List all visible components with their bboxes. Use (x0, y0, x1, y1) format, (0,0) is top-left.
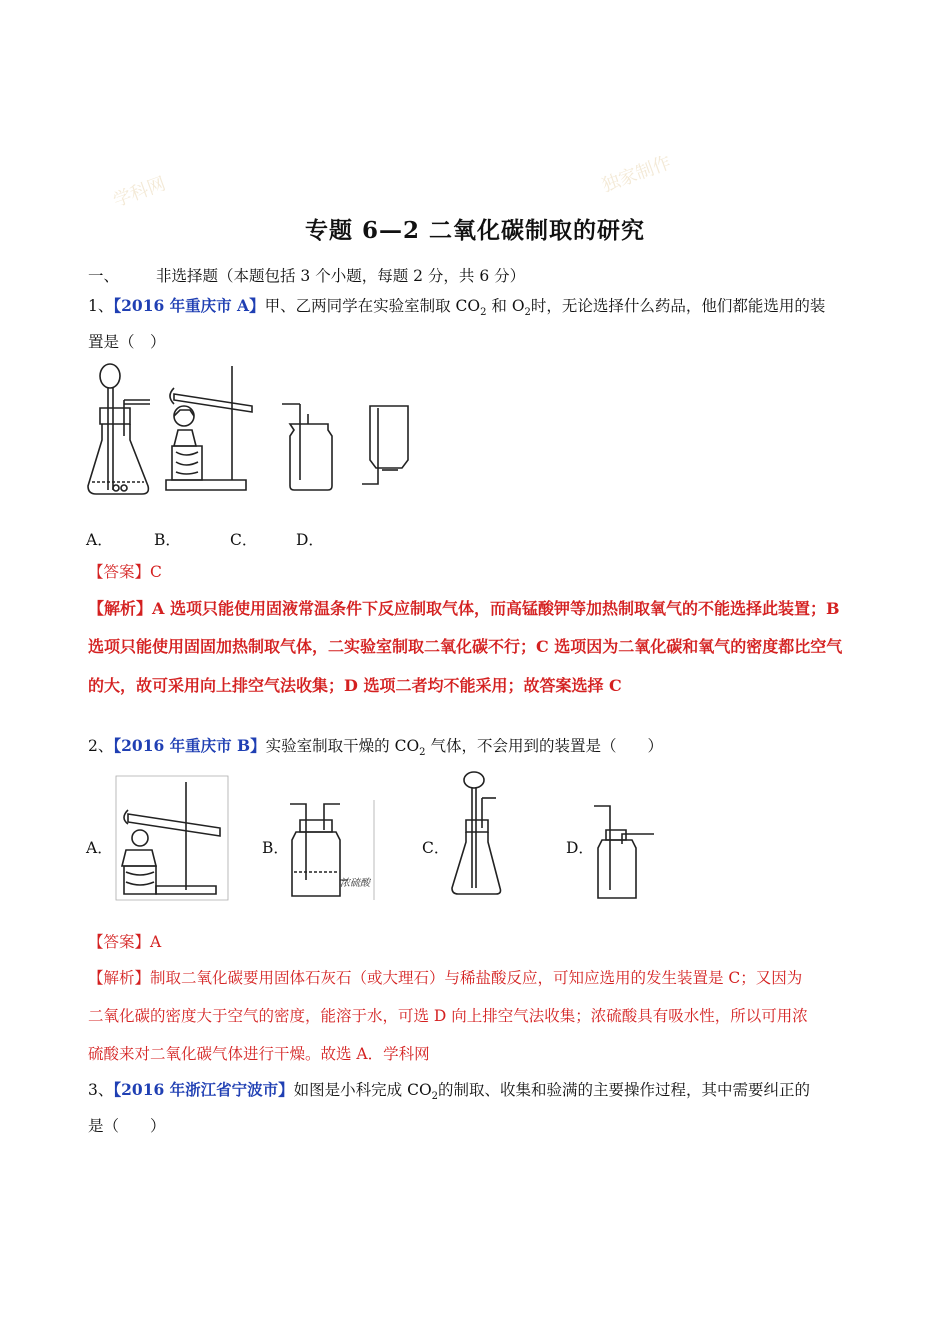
page-title: 专题 6—2 二氧化碳制取的研究 (304, 217, 646, 244)
q1-sub1: 2 (480, 307, 487, 319)
q3-text-b: 的制取、收集和验满的主要操作过程，其中需要纠正的 (438, 1081, 811, 1099)
q2-analysis-line3: 硫酸来对二氧化碳气体进行干燥。故选 A．学科网 (88, 1045, 430, 1063)
q2-flask-label: 浓硫酸 (340, 878, 370, 889)
section-number: 一、 (88, 267, 120, 285)
q1-number: 1、 (88, 297, 114, 315)
q1-line2: 置是（ ） (88, 333, 166, 351)
q2-source: 【2016 年重庆市 B】 (113, 736, 266, 755)
q1-option-d: D． (296, 531, 324, 549)
q3-sub1: 2 (431, 1091, 439, 1103)
q1-text-c: 时，无论选择什么药品，他们都能选用的装 (530, 297, 826, 315)
q1-sub2: 2 (524, 307, 531, 319)
q2-option-c: C． (422, 839, 450, 857)
q2-text-a: 实验室制取干燥的 CO (265, 737, 420, 755)
q2-option-b: B． (262, 839, 289, 857)
q1-apparatus-c (280, 400, 338, 492)
q1-option-b: B． (154, 531, 181, 549)
watermark-right: 独家制作 (599, 152, 674, 197)
q3-number: 3、 (88, 1081, 114, 1099)
q2-option-a: A． (86, 839, 113, 857)
q2-analysis-line2: 二氧化碳的密度大于空气的密度，能溶于水，可选 D 向上排空气法收集；浓硫酸具有吸水性，所以可用浓 (88, 1007, 808, 1025)
question-1 (88, 296, 825, 323)
question-3 (88, 1080, 810, 1107)
q2-apparatus-c (448, 770, 506, 900)
q2-answer: 【答案】A (88, 933, 162, 951)
q2-option-d: D． (566, 839, 594, 857)
q1-analysis-line1: 【解析】A 选项只能使用固液常温条件下反应制取气体，而高锰酸钾等加热制取氧气的不能选择此装置；B (88, 599, 840, 618)
q3-text-a: 如图是小科完成 CO (293, 1081, 432, 1099)
q2-sub1: 2 (419, 747, 426, 759)
q2-number: 2、 (88, 737, 114, 755)
q1-option-a: A． (86, 531, 113, 549)
q1-apparatus-a (86, 362, 158, 500)
q1-apparatus-b (160, 366, 262, 494)
q1-answer: 【答案】C (88, 563, 162, 581)
q3-source: 【2016 年浙江省宁波市】 (113, 1080, 294, 1099)
question-2 (88, 736, 663, 763)
q2-analysis-line1: 【解析】制取二氧化碳要用固体石灰石（或大理石）与稀盐酸反应，可知应选用的发生装置是 C；又因为 (88, 969, 803, 987)
q1-source: 【2016 年重庆市 A】 (113, 296, 265, 315)
q3-line2: 是（ ） (88, 1117, 166, 1135)
q1-analysis-line3: 的大，故可采用向上排空气法收集；D 选项二者均不能采用；故答案选择 C (88, 676, 622, 695)
q2-apparatus-d (592, 804, 656, 900)
section-heading: 非选择题（本题包括 3 个小题，每题 2 分，共 6 分） (156, 267, 526, 285)
q2-apparatus-a (116, 776, 228, 900)
q1-apparatus-d (358, 400, 416, 492)
q1-analysis-line2: 选项只能使用固固加热制取气体，二实验室制取二氧化碳不行；C 选项因为二氧化碳和氧气的密度都比空气 (88, 637, 843, 656)
q1-text-a: 甲、乙两同学在实验室制取 CO (264, 297, 481, 315)
q1-option-c: C． (230, 531, 258, 549)
watermark-left: 学科网 (110, 173, 169, 212)
q1-text-b: 和 O (486, 297, 525, 315)
q2-text-b: 气体，不会用到的装置是（ ） (425, 737, 663, 755)
